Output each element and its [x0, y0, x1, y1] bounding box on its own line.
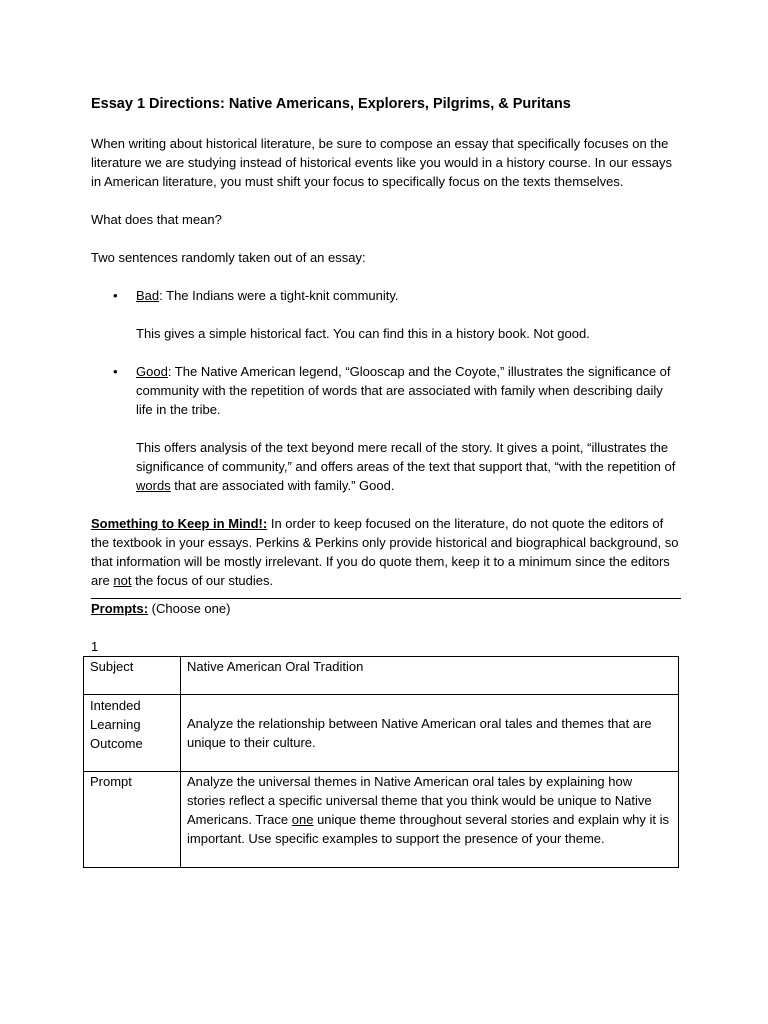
- prompt-text: Analyze the universal themes in Native American oral tales by explaining how stories reflect a specific universal theme that you think would be unique to Native Americans. Trace: [187, 774, 652, 827]
- keep-in-mind-end: the focus of our studies.: [131, 573, 274, 588]
- prompt-value: [181, 772, 679, 868]
- keep-in-mind-text: In order to keep focused on the literature, do not quote the editors of the textbook in your essays. Perkins & Perkins only provide historical and biographical background, so that information will be mostly irrelevant. If you do quote them, keep it to a minimum since the editors are: [91, 516, 679, 588]
- table-row: [84, 772, 679, 868]
- subject-label: Subject: [84, 657, 181, 695]
- intro-paragraph: When writing about historical literature, be sure to compose an essay that specifically focuses on the literature we are studying instead of historical events like you would in a history course. In our essays in American literature, you must shift your focus to specifically focus on the texts themselves.: [91, 136, 672, 189]
- lead-in-line: Two sentences randomly taken out of an essay:: [91, 250, 366, 265]
- bad-note: This gives a simple historical fact. You can find this in a history book. Not good.: [136, 326, 590, 341]
- keep-in-mind-emphasis: not: [113, 573, 132, 588]
- good-note-end: that are associated with family.” Good.: [170, 478, 395, 493]
- bullet-icon: •: [113, 364, 118, 379]
- outcome-label: [84, 695, 181, 772]
- table-row: [84, 657, 679, 695]
- prompt-label: Prompt: [84, 772, 181, 868]
- outcome-label-line: Intended: [90, 698, 141, 713]
- list-item-bad: [91, 286, 681, 343]
- prompts-subtext: (Choose one): [148, 601, 231, 616]
- document-page: [91, 94, 681, 868]
- prompts-heading-line: [91, 599, 681, 618]
- prompt-number: 1: [91, 639, 99, 654]
- list-item-good: [91, 362, 681, 495]
- outcome-label-line: Learning: [90, 717, 141, 732]
- keep-in-mind-paragraph: [91, 514, 681, 590]
- table-row: [84, 695, 679, 772]
- good-note-text: This offers analysis of the text beyond mere recall of the story. It gives a point, “illustrates the significance of community,” and offers areas of the text that support that, “with the repetition of: [136, 440, 676, 474]
- examples-list: [91, 286, 681, 495]
- bad-label: Bad: [136, 288, 160, 303]
- good-note: [136, 438, 681, 495]
- keep-in-mind-heading: Something to Keep in Mind!:: [91, 516, 268, 531]
- outcome-value: Analyze the relationship between Native American oral tales and themes that are unique to their culture.: [181, 695, 679, 772]
- prompt-end: unique theme throughout several stories and explain why it is important. Use specific examples to support the presence of your theme.: [187, 812, 670, 846]
- good-example: [136, 362, 681, 419]
- prompts-heading: Prompts:: [91, 601, 149, 616]
- outcome-label-line: Outcome: [90, 736, 143, 751]
- prompt-underlined: one: [291, 812, 314, 827]
- subject-value: Native American Oral Tradition: [181, 657, 679, 695]
- good-label: Good: [136, 364, 168, 379]
- good-sentence: : The Native American legend, “Glooscap and the Coyote,” illustrates the significance of community with the repetition of words that are associated with family when describing daily life in the tribe.: [136, 364, 671, 417]
- bad-example: [136, 286, 681, 305]
- question-line: What does that mean?: [91, 212, 222, 227]
- page-title: Essay 1 Directions: Native Americans, Explorers, Pilgrims, & Puritans: [91, 96, 571, 112]
- bad-sentence: : The Indians were a tight-knit community.: [159, 288, 399, 303]
- prompt-table: [83, 656, 679, 868]
- bullet-icon: •: [113, 288, 118, 303]
- good-note-underlined: words: [136, 478, 171, 493]
